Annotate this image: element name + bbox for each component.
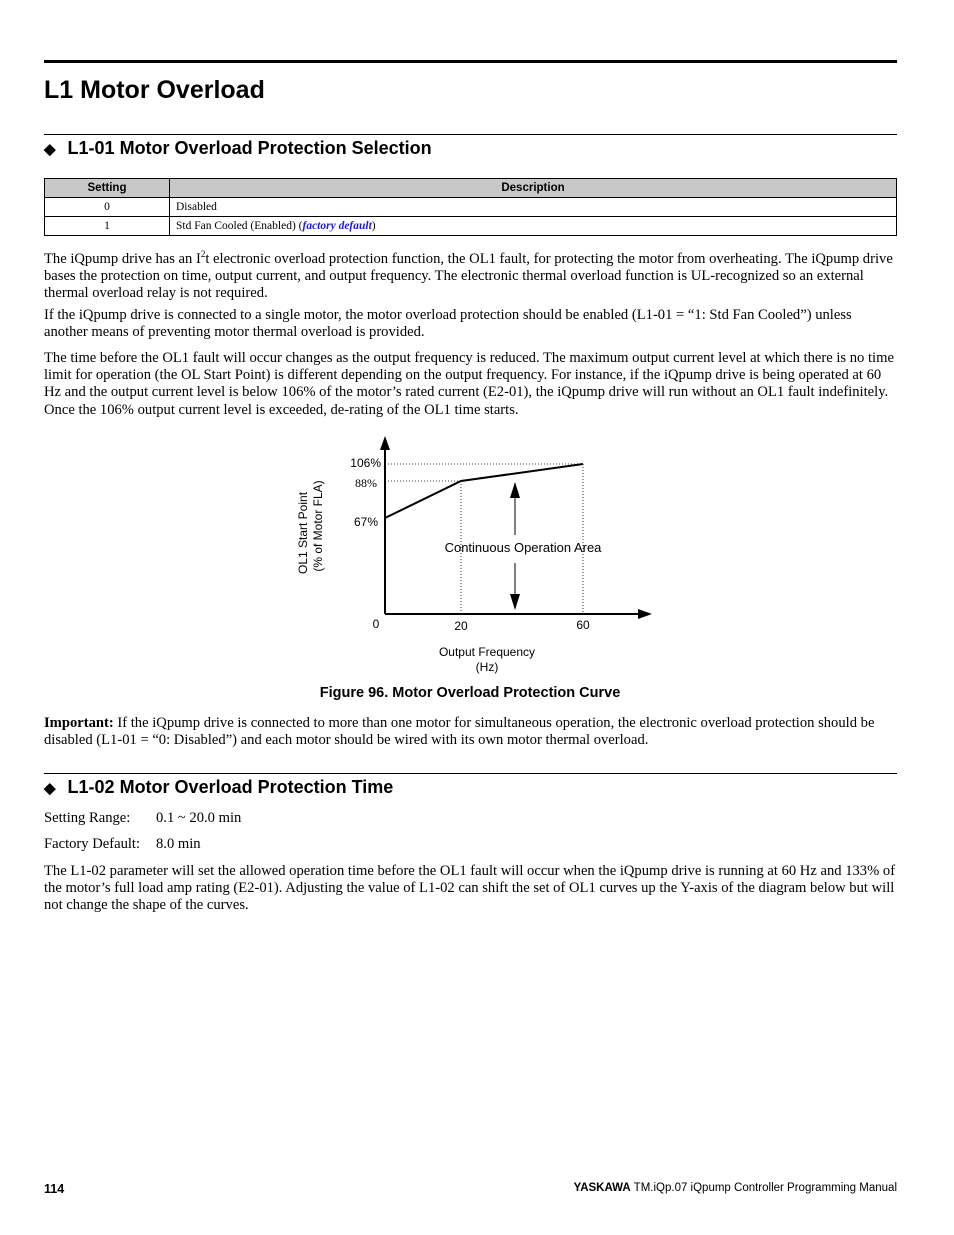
page-number: 114 <box>44 1182 65 1196</box>
text: The iQpump drive has an I <box>44 250 201 267</box>
label: Setting Range: <box>44 810 131 826</box>
manual-title: TM.iQp.07 iQpump Controller Programming Manual <box>630 1182 897 1194</box>
cell-text: Std Fan Cooled (Enabled) ( <box>176 220 303 232</box>
y-axis-label: OL1 Start Point <box>296 491 310 575</box>
x-axis-unit: (Hz) <box>475 660 499 674</box>
arrow-down-icon <box>510 594 520 610</box>
col-header: Setting <box>45 179 170 198</box>
paragraph: If the iQpump drive is connected to a single motor, the motor overload protection should be enabled (L1-01 = “1: Std Fan Cooled”) unless another means of preventing motor thermal overload is provided. <box>44 307 852 341</box>
heading-text: L1-01 Motor Overload Protection Selection <box>67 138 432 158</box>
cell: 0 <box>45 198 170 217</box>
superscript: 2 <box>200 249 206 259</box>
y-tick-label: 67% <box>353 515 378 529</box>
y-tick-label: 88% <box>355 476 377 490</box>
x-arrow-icon <box>638 609 652 619</box>
page-title: L1 Motor Overload <box>44 76 265 104</box>
y-arrow-icon <box>380 436 390 450</box>
cell: Disabled <box>170 198 897 217</box>
annotation: Continuous Operation Area <box>444 540 602 555</box>
x-tick-label: 60 <box>576 618 590 632</box>
important-note <box>44 715 897 749</box>
y-tick-label: 106% <box>350 456 381 470</box>
section-heading <box>44 777 393 798</box>
paragraph: The L1-02 parameter will set the allowed operation time before the OL1 fault will occur when the iQpump drive is running at 60 Hz and 133% of the motor’s full load amp rating (E2-01). Adjusting the value of L1-02 can shift the set of OL1 curves up the Y-axis of the diagram below but will not change the shape of the curves. <box>44 863 896 914</box>
x-axis-label: Output Frequency <box>438 645 536 659</box>
figure-caption: Figure 96. Motor Overload Protection Curve <box>319 685 621 701</box>
arrow-up-icon <box>510 482 520 498</box>
text: t electronic overload protection function, the OL1 fault, for protecting the motor from overheating. The iQpump drive bases the protection on time, output current, and output frequency. The electronic thermal overload function is UL-recognized so an external thermal overload relay is not required. <box>44 250 893 302</box>
paragraph: The time before the OL1 fault will occur changes as the output frequency is reduced. The maximum output current level at which there is no time limit for operation (the OL Start Point) is different depending on the output frequency. For instance, if the iQpump drive is being operated at 60 Hz and the output current level is below 106% of the motor’s rated current (E2-01), the iQpump drive will run without an OL1 fault indefinitely. Once the 106% output current level is exceeded, de-rating of the OL1 time starts. <box>44 350 894 418</box>
brand: YASKAWA <box>573 1182 631 1194</box>
text: If the iQpump drive is connected to more than one motor for simultaneous operation, the electronic overload protection should be disabled (L1-01 = “0: Disabled”) and each motor should be wired with its own motor thermal overload. <box>44 715 875 749</box>
diamond-icon: ◆ <box>44 141 56 158</box>
col-header: Description <box>170 179 897 198</box>
cell: 1 <box>45 217 170 236</box>
x-tick-label: 0 <box>372 617 380 631</box>
heading-text: L1-02 Motor Overload Protection Time <box>67 777 394 797</box>
footer-manual <box>574 1182 897 1194</box>
factory-default <box>44 836 897 853</box>
setting-range <box>44 810 897 827</box>
cell-text: ) <box>371 220 376 232</box>
value: 8.0 min <box>156 836 201 852</box>
factory-default-link[interactable]: factory default <box>302 220 372 232</box>
diamond-icon: ◆ <box>44 780 56 797</box>
label: Factory Default: <box>44 836 141 852</box>
series-line <box>385 464 583 518</box>
x-tick-label: 20 <box>454 619 468 633</box>
value: 0.1 ~ 20.0 min <box>156 810 242 826</box>
section-rule <box>44 773 897 774</box>
important-label: Important: <box>44 715 114 731</box>
y-axis-unit: (% of Motor FLA) <box>311 480 325 572</box>
